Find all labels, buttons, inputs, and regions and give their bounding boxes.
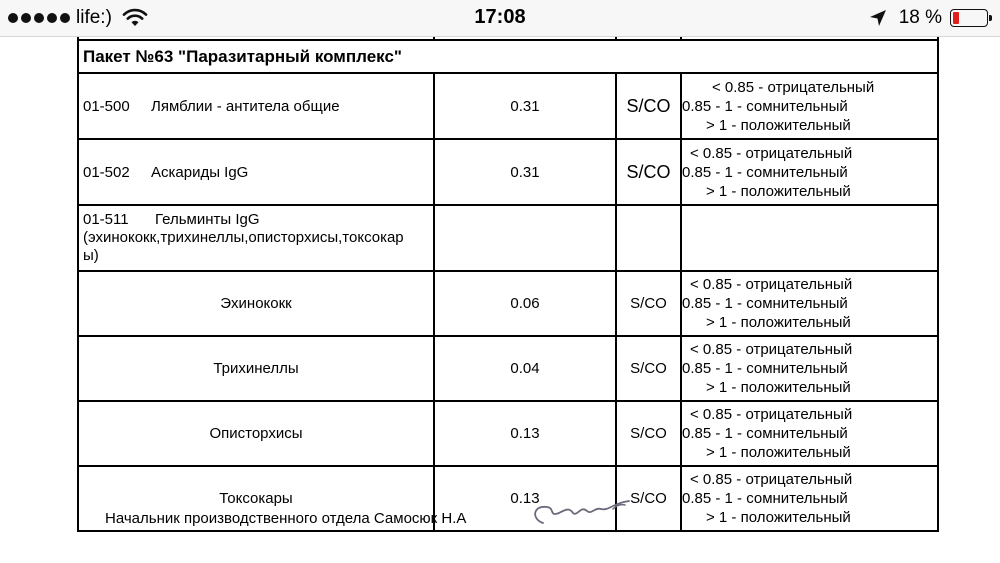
- ref-doubtful: 0.85 - 1 - сомнительный: [682, 360, 848, 377]
- result-unit: S/CO: [616, 401, 681, 466]
- reference-range: [681, 271, 938, 336]
- result-value: 0.13: [434, 466, 616, 531]
- reference-range: [681, 401, 938, 466]
- result-unit: S/CO: [616, 466, 681, 531]
- ref-positive: > 1 - положительный: [706, 379, 851, 396]
- result-unit: S/CO: [616, 139, 681, 205]
- result-value: 0.13: [434, 401, 616, 466]
- ref-negative: < 0.85 - отрицательный: [690, 144, 853, 162]
- table-row: [78, 73, 938, 139]
- ref-negative: < 0.85 - отрицательный: [690, 341, 853, 358]
- subtest-name: Описторхисы: [78, 401, 434, 466]
- result-unit: S/CO: [616, 271, 681, 336]
- test-name: Лямблии - антитела общие: [151, 97, 340, 115]
- result-value: 0.31: [434, 139, 616, 205]
- location-arrow-icon: [869, 9, 887, 27]
- empty-cell: [616, 205, 681, 271]
- empty-cell: [681, 205, 938, 271]
- battery-percent: 18 %: [898, 7, 942, 28]
- test-cell: [78, 139, 434, 205]
- lab-report-document: [0, 37, 1000, 563]
- test-name: Аскариды IgG: [151, 163, 249, 181]
- ref-doubtful: 0.85 - 1 - сомнительный: [682, 97, 848, 115]
- ref-negative: < 0.85 - отрицательный: [712, 78, 875, 96]
- group-name-line2: (эхинококк,трихинеллы,описторхисы,токсокар: [83, 229, 404, 246]
- status-right: [869, 7, 988, 29]
- ref-negative: < 0.85 - отрицательный: [690, 276, 853, 293]
- ref-positive: > 1 - положительный: [706, 509, 851, 526]
- ref-doubtful: 0.85 - 1 - сомнительный: [682, 163, 848, 181]
- ref-doubtful: 0.85 - 1 - сомнительный: [682, 425, 848, 442]
- group-header-row: [78, 205, 938, 271]
- test-cell: [78, 73, 434, 139]
- result-unit: S/CO: [616, 336, 681, 401]
- subtest-name: Эхинококк: [78, 271, 434, 336]
- reference-range: [681, 336, 938, 401]
- group-name: Гельминты IgG: [155, 211, 260, 228]
- result-value: 0.31: [434, 73, 616, 139]
- empty-cell: [434, 205, 616, 271]
- table-row: [78, 401, 938, 466]
- result-value: 0.06: [434, 271, 616, 336]
- ref-positive: > 1 - положительный: [706, 182, 851, 200]
- ref-positive: > 1 - положительный: [706, 444, 851, 461]
- subtest-name: Трихинеллы: [78, 336, 434, 401]
- result-unit: S/CO: [616, 73, 681, 139]
- group-name-line3: ы): [83, 247, 99, 264]
- footer-signatory: Начальник производственного отдела Самосюк Н.А: [105, 510, 467, 527]
- table-row: [78, 271, 938, 336]
- result-value: 0.04: [434, 336, 616, 401]
- reference-range: [681, 466, 938, 531]
- test-code: 01-500: [83, 97, 130, 115]
- ref-positive: > 1 - положительный: [706, 116, 851, 134]
- battery-icon: [950, 9, 988, 27]
- test-code: 01-502: [83, 163, 130, 181]
- battery-fill: [953, 12, 959, 24]
- group-code: 01-511: [83, 211, 129, 228]
- ref-doubtful: 0.85 - 1 - сомнительный: [682, 295, 848, 312]
- package-title-row: [78, 40, 938, 73]
- status-bar: [0, 0, 1000, 37]
- group-cell: [78, 205, 434, 271]
- package-title: Пакет №63 "Паразитарный комплекс": [78, 40, 938, 73]
- table-row: [78, 139, 938, 205]
- status-time: 17:08: [474, 6, 526, 28]
- results-table: [77, 37, 939, 532]
- ref-doubtful: 0.85 - 1 - сомнительный: [682, 490, 848, 507]
- reference-range: [681, 73, 938, 139]
- signature-icon: [525, 495, 645, 526]
- ref-negative: < 0.85 - отрицательный: [690, 471, 853, 488]
- ref-negative: < 0.85 - отрицательный: [690, 406, 853, 423]
- subtest-name: Токсокары: [78, 466, 434, 531]
- table-row: [78, 336, 938, 401]
- ref-positive: > 1 - положительный: [706, 314, 851, 331]
- reference-range: [681, 139, 938, 205]
- carrier-name: life:): [76, 7, 112, 28]
